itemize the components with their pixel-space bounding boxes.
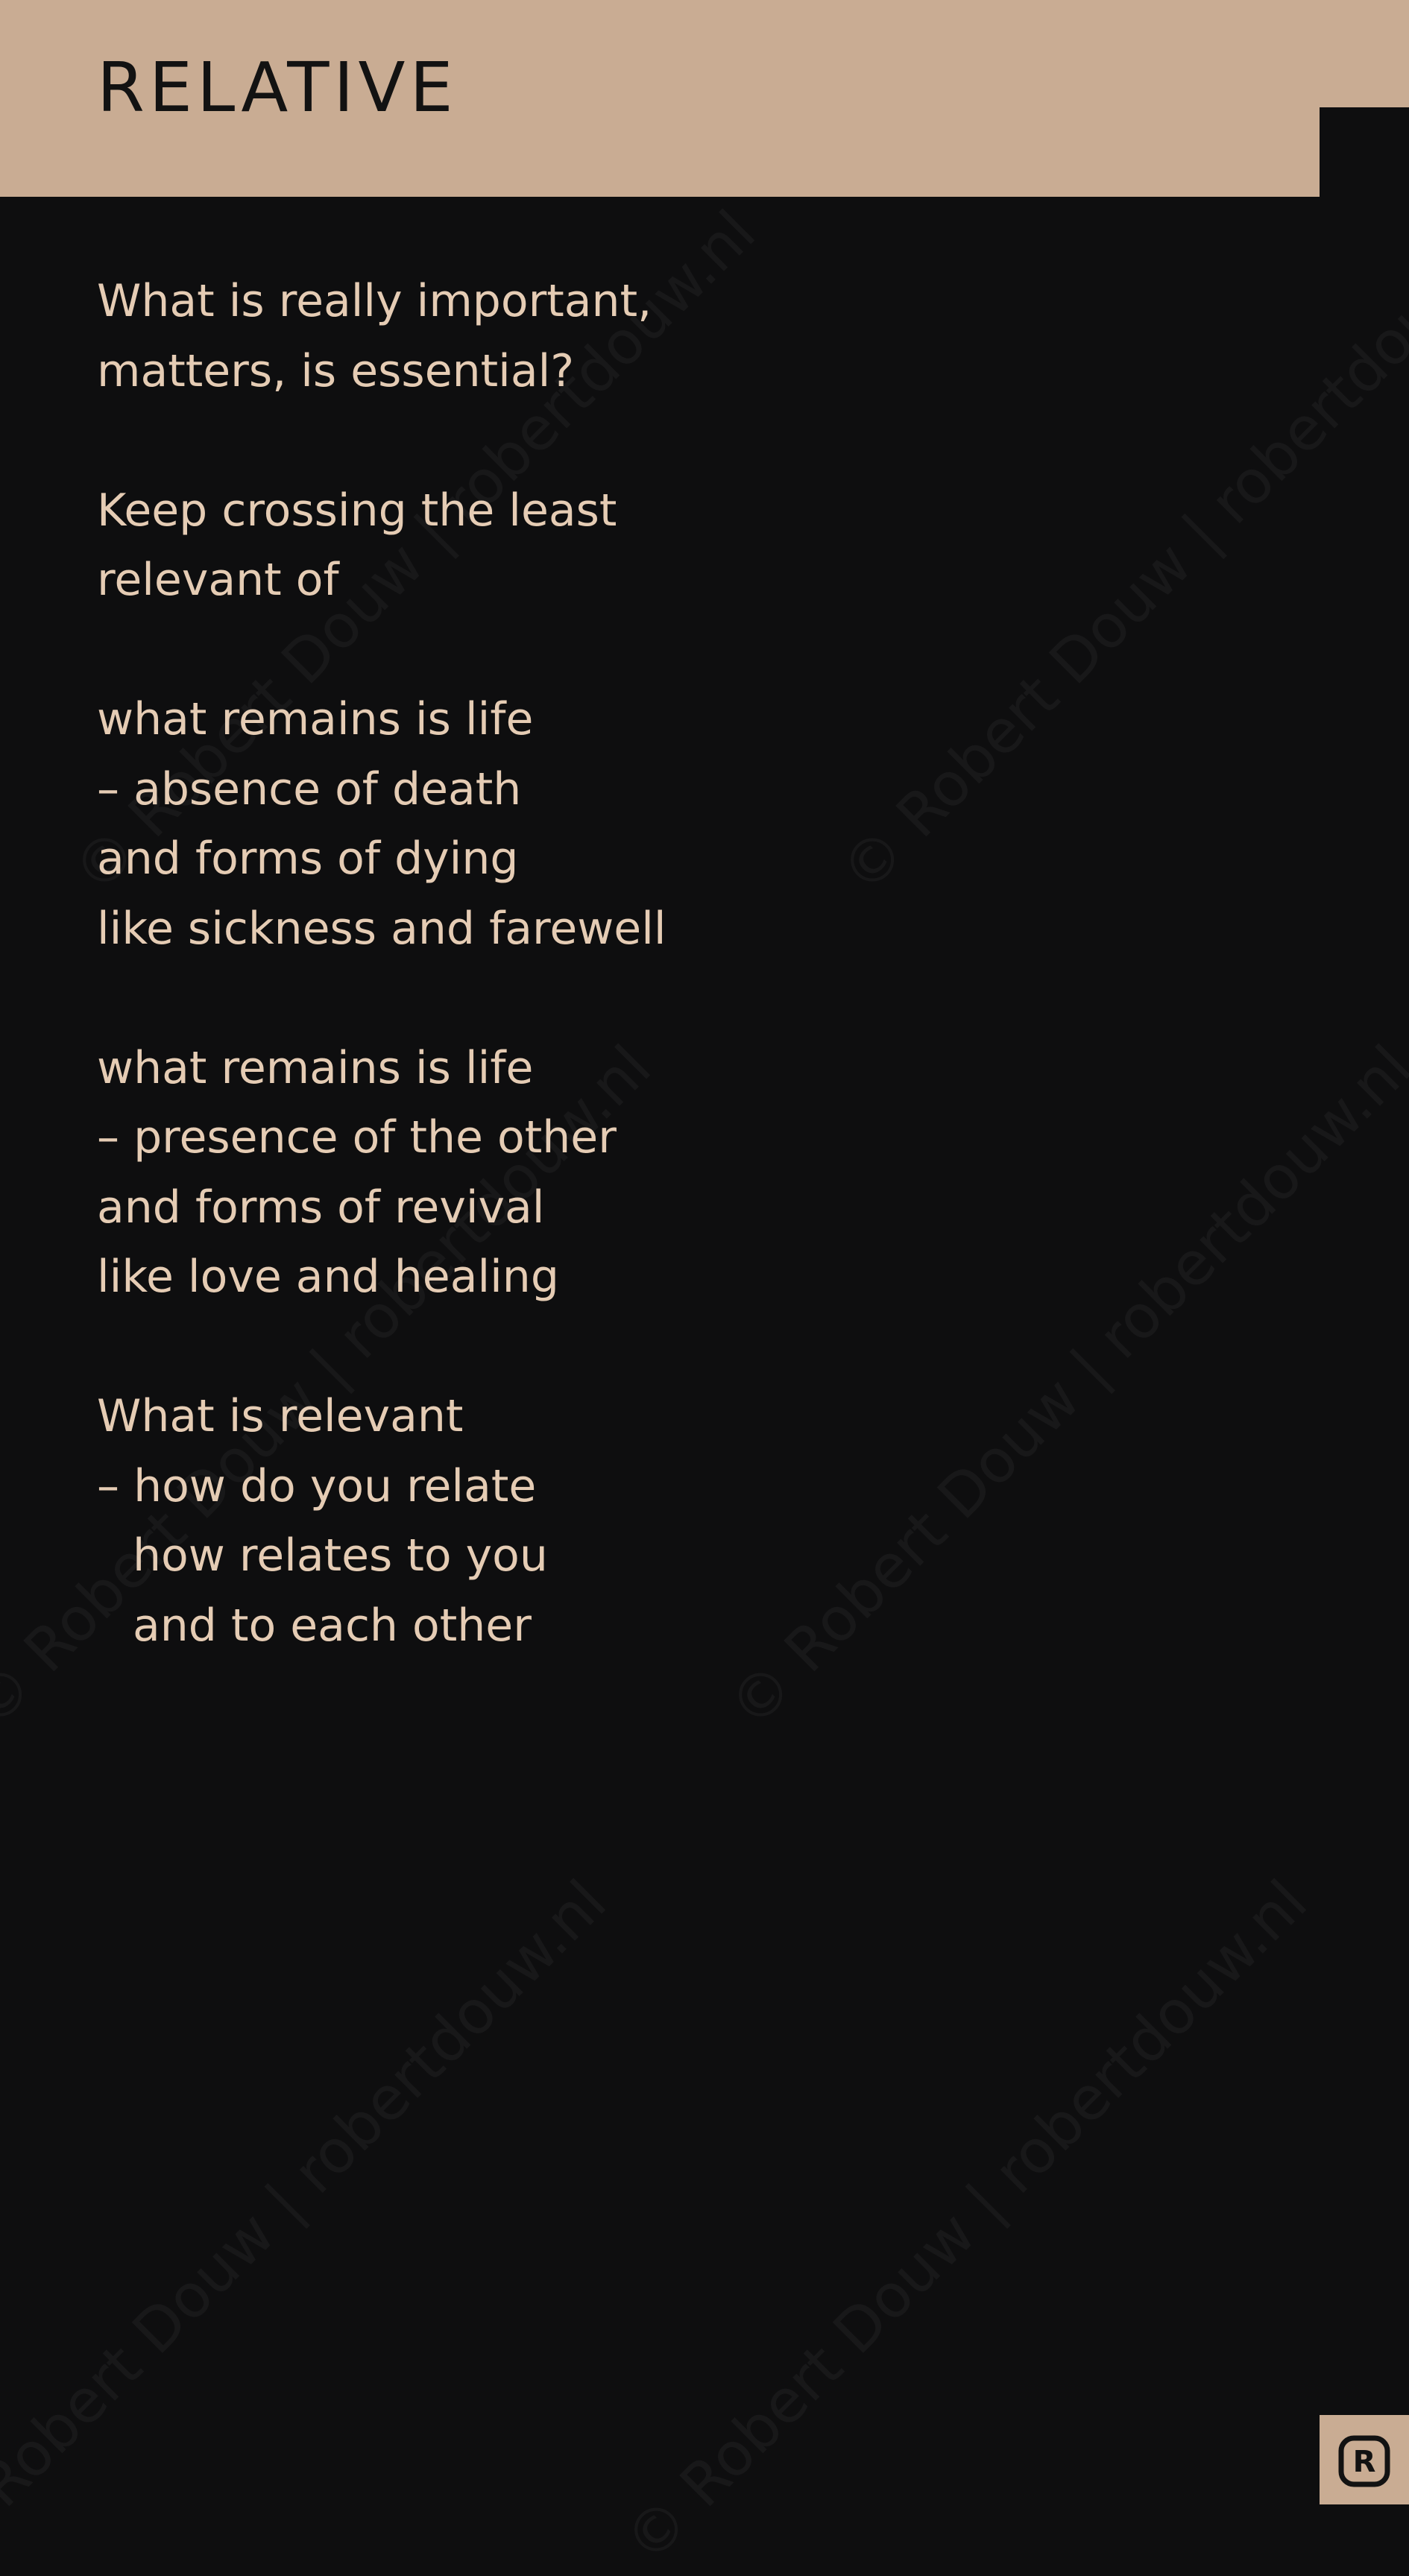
poem-line: – how do you relate xyxy=(97,1459,537,1512)
poem-line: what remains is life xyxy=(97,1041,534,1094)
robert-douw-r-logo-icon xyxy=(1337,2434,1391,2488)
poem-line: – presence of the other xyxy=(97,1111,617,1164)
poem-line: what remains is life xyxy=(97,693,534,745)
watermark xyxy=(0,1867,620,2576)
stanza xyxy=(97,685,1215,964)
stanza xyxy=(97,267,1215,406)
poem-line: What is really important, xyxy=(97,275,652,327)
poem-line: and to each other xyxy=(133,1599,532,1652)
poem-body xyxy=(97,267,1215,1731)
poem-line: like sickness and farewell xyxy=(97,902,666,955)
poem-line: and forms of dying xyxy=(97,833,519,885)
poem-line: What is relevant xyxy=(97,1390,464,1442)
poem-line: matters, is essential? xyxy=(97,344,575,397)
poem-line: Keep crossing the least xyxy=(97,484,617,537)
poem-line: – absence of death xyxy=(97,763,522,815)
header-corner-tab xyxy=(1320,0,1409,107)
watermark xyxy=(611,1867,1320,2576)
poem-line: and forms of revival xyxy=(97,1181,545,1234)
poem-line: how relates to you xyxy=(133,1530,548,1582)
stanza xyxy=(97,1034,1215,1313)
stanza xyxy=(97,1382,1215,1661)
poem-line: like love and healing xyxy=(97,1251,559,1303)
stanza xyxy=(97,476,1215,616)
logo-letter: R xyxy=(1352,2445,1376,2479)
poem-line: relevant of xyxy=(97,554,339,606)
header-band xyxy=(0,0,1320,197)
logo-badge xyxy=(1320,2415,1409,2504)
poem-title: RELATIVE xyxy=(97,48,458,127)
